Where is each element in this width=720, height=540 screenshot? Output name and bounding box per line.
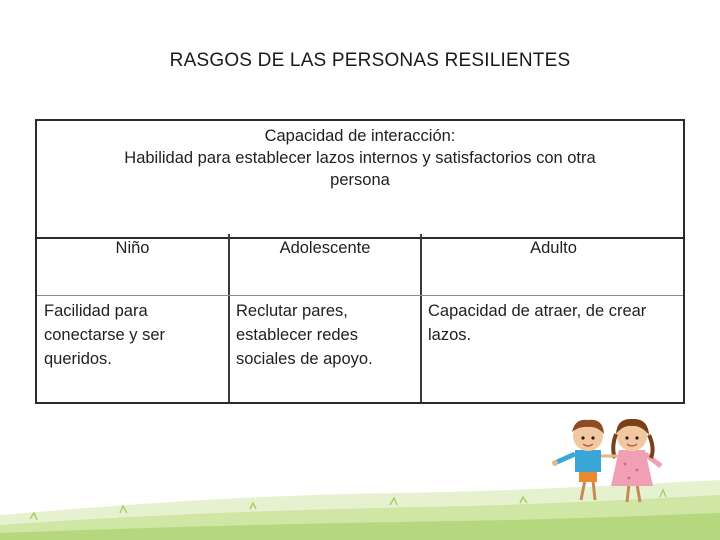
cell-adolescente: Reclutar pares, establecer redes sociales de apoyo.: [236, 302, 373, 368]
header-line-3: persona: [330, 171, 390, 189]
traits-table: [35, 119, 685, 404]
row-divider: [37, 295, 683, 296]
column-header-nino: Niño: [115, 239, 150, 257]
column-divider: [420, 234, 422, 402]
slide-title: RASGOS DE LAS PERSONAS RESILIENTES: [169, 50, 571, 71]
header-line-2: Habilidad para establecer lazos internos y satisfactorios con otra: [124, 149, 596, 167]
column-divider: [228, 234, 230, 402]
children-illustration: [545, 408, 675, 508]
cell-adulto: Capacidad de atraer, de crear lazos.: [428, 302, 647, 344]
cell-nino: Facilidad para conectarse y ser queridos.: [44, 302, 166, 368]
header-line-1: Capacidad de interacción:: [264, 127, 456, 145]
column-header-adolescente: Adolescente: [279, 239, 371, 257]
column-header-adulto: Adulto: [530, 239, 577, 257]
table-header-cell: [37, 121, 683, 239]
